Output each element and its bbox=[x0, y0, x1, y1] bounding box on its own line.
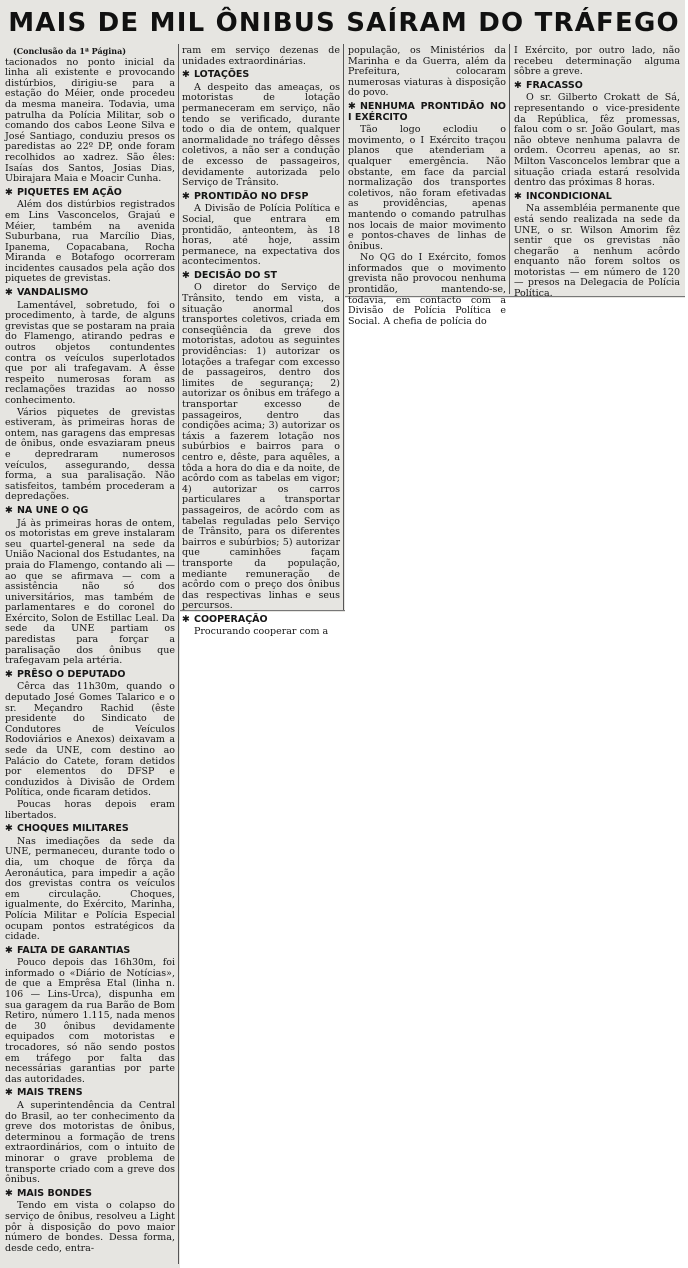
subheading: ✱ VANDALISMO bbox=[5, 287, 89, 299]
paragraph: I Exército, por outro lado, não recebeu determinação alguma sôbre a greve. bbox=[514, 45, 680, 78]
paragraph: No QG do I Exército, fomos informados que o movimento grevista não provocou nenhuma prontidão, mantendo-se, todavia, em contacto com a Divisão de Polícia Política e Social. A chefia de polícia do bbox=[348, 252, 506, 327]
column-rule bbox=[509, 44, 510, 294]
paragraph: Tendo em vista o colapso do serviço de ônibus, resolveu a Light pôr à disposição do povo maior número de bondes. Dessa forma, desde cedo, entra- bbox=[5, 1200, 175, 1254]
star-icon: ✱ bbox=[182, 190, 190, 202]
paragraph: O diretor do Serviço de Trânsito, tendo em vista, a situação anormal dos transportes coletivos, criada em conseqüência da greve dos motoristas, adotou as seguintes providências: 1) autorizar os lotações a trafegar com excesso de passageiros, dentro dos limites de segurança; 2) autorizar os ônibus em tráfego a transportar excesso de passageiros, dentro das condições acima; 3) autorizar os táxis a fazerem lotação nos subúrbios e bairros para o centro e, dêste, para aquêles, a tôda a hora do dia e da noite, de acôrdo com as tabelas em vigor; 4) autorizar os carros particulares a transportar passageiros, de acôrdo com as tabelas reguladas pelo Serviço de Trânsito, para os diferentes bairros e subúrbios; 5) autorizar que caminhões façam transporte da população, mediante remuneração de acôrdo com o preço dos ônibus das respectivas linhas e seus percursos. bbox=[182, 282, 340, 612]
paragraph: A superintendência da Central do Brasil, ao ter conhecimento da greve dos motoristas de ônibus, determinou a formação de trens extraordinários, com o intuito de minorar o grave problema de transporte criado com a greve dos ônibus. bbox=[5, 1100, 175, 1186]
star-icon: ✱ bbox=[5, 287, 13, 299]
subheading: ✱ INCONDICIONAL bbox=[514, 190, 612, 202]
subheading: ✱ MAIS BONDES bbox=[5, 1187, 92, 1199]
column-rule bbox=[178, 44, 179, 1264]
subheading: ✱ MAIS TRENS bbox=[5, 1087, 83, 1099]
star-icon: ✱ bbox=[348, 100, 356, 112]
column-3 bbox=[348, 46, 506, 328]
star-icon: ✱ bbox=[514, 190, 522, 202]
paragraph: tacionados no ponto inicial da linha ali existente e provocando distúrbios, dirigiu-se para a estação do Méier, onde procedeu da mesma maneira. Todavia, uma patrulha da Polícia Militar, sob o comando dos cabos Leone Silva e José Santiago, conduziu presos os paredistas ao 22º DP, onde foram recolhidos ao xadrez. São êles: Isaías dos Santos, Josias Dias, Ubirajara Maia e Moacir Cunha. bbox=[5, 56, 175, 185]
subheading: ✱ PRONTIDÃO NO DFSP bbox=[182, 190, 309, 202]
paragraph: Procurando cooperar com a bbox=[194, 626, 329, 638]
headline: MAIS DE MIL ÔNIBUS SAÍRAM DO TRÁFEGO bbox=[8, 8, 680, 38]
column-4 bbox=[514, 46, 680, 301]
paragraph: Lamentável, sobretudo, foi o procedimento, à tarde, de alguns grevistas que se postaram na praia do Flamengo, atirando pedras e outros objetos contundentes contra os veículos superlotados que por ali trafegavam. A êsse respeito numerosas foram as reclamações trazidas ao nosso conhecimento. bbox=[5, 299, 175, 406]
star-icon: ✱ bbox=[182, 613, 190, 625]
column-1 bbox=[5, 46, 175, 1255]
subheading: ✱ PRÊSO O DEPUTADO bbox=[5, 668, 126, 680]
star-icon: ✱ bbox=[182, 269, 190, 281]
subheading: ✱ NA UNE O QG bbox=[5, 504, 89, 516]
star-icon: ✱ bbox=[5, 944, 13, 956]
paragraph: Já às primeiras horas de ontem, os motoristas em greve instalaram seu quartel-general na sede da União Nacional dos Estudantes, na praia do Flamengo, contando ali — ao que se afirmava — com a assistência não só dos universitários, mas também de parlamentares e do coronel do Exército, Solon de Estillac Leal. Da sede da UNE partiam os paredistas para forçar a paralisação dos ônibus que trafegavam pela artéria. bbox=[5, 517, 175, 667]
star-icon: ✱ bbox=[5, 504, 13, 516]
paragraph: Vários piquetes de grevistas estiveram, às primeiras horas de ontem, nas garagens das empresas de ônibus, onde esvaziaram pneus e depredraram numerosos veículos, assegurando, dessa forma, a sua paralisação. Não satisfeitos, também procederam a depredações. bbox=[5, 406, 175, 503]
subheading: ✱ DECISÃO DO ST bbox=[182, 269, 278, 281]
paragraph: Cêrca das 11h30m, quando o deputado José Gomes Talarico e o sr. Meçandro Rachid (êste presidente do Sindicato de Condutores de Veículos Rodoviários e Anexos) deixavam a sede da UNE, com destino ao Palácio do Catete, foram detidos por elementos do DFSP e conduzidos à Divisão de Ordem Política, onde ficaram detidos. bbox=[5, 681, 175, 799]
star-icon: ✱ bbox=[5, 668, 13, 680]
paragraph: ram em serviço dezenas de unidades extraordinárias. bbox=[182, 45, 340, 67]
star-icon: ✱ bbox=[5, 1187, 13, 1199]
subheading: ✱ PIQUETES EM AÇÃO bbox=[5, 186, 122, 198]
continuation-note: (Conclusão da 1ª Página) bbox=[13, 46, 127, 56]
paragraph: Poucas horas depois eram libertados. bbox=[5, 798, 175, 821]
paragraph: Na assembléia permanente que está sendo realizada na sede da UNE, o sr. Wilson Amorim fêz sentir que os grevistas não chegarão a nenhum acôrdo enquanto não forem soltos os motoristas — em número de 120 — presos na Delegacia de Polícia Política. bbox=[514, 203, 680, 300]
subheading: ✱ LOTAÇÕES bbox=[182, 69, 250, 81]
paragraph: população, os Ministérios da Marinha e da Guerra, além da Prefeitura, colocaram numerosas viaturas à disposição do povo. bbox=[348, 45, 506, 99]
paragraph: Nas imediações da sede da UNE, permaneceu, durante todo o dia, um choque de fôrça da Aeronáutica, para impedir a ação dos grevistas contra os veículos em circulação. Choques, igualmente, do Exército, Marinha, Polícia Militar e Polícia Especial ocupam pontos estratégicos da cidade. bbox=[5, 835, 175, 943]
subheading: ✱ NENHUMA PRONTIDÃO NO I EXÉRCITO bbox=[348, 100, 506, 123]
subheading: ✱ CHOQUES MILITARES bbox=[5, 823, 129, 835]
star-icon: ✱ bbox=[5, 1087, 13, 1099]
paragraph: A despeito das ameaças, os motoristas de lotação permaneceram em serviço, não tendo se verificado, durante todo o dia de ontem, qualquer anormalidade no tráfego dêsses coletivos, a não ser a condução de excesso de passageiros, devidamente autorizada pelo Serviço de Trânsito. bbox=[182, 81, 340, 189]
column-2 bbox=[182, 46, 340, 639]
star-icon: ✱ bbox=[5, 186, 13, 198]
paragraph: Além dos distúrbios registrados em Lins Vasconcelos, Grajaú e Méier, também na avenida Suburbana, rua Marcílio Dias, Ipanema, Copacabana, Rocha Miranda e Botafogo ocorreram incidentes causados pela ação dos piquetes de grevistas. bbox=[5, 199, 175, 285]
star-icon: ✱ bbox=[514, 79, 522, 91]
subheading: ✱ FRACASSO bbox=[514, 79, 583, 91]
star-icon: ✱ bbox=[182, 69, 190, 81]
subheading: ✱ FALTA DE GARANTIAS bbox=[5, 944, 131, 956]
paragraph: O sr. Gilberto Crokatt de Sá, representando o vice-presidente da República, fêz promessas, falou com o sr. João Goulart, mas não obteve nenhuma palavra de ordem. Ocorreu apenas, ao sr. Milton Vasconcelos lembrar que a situação criada estará resolvida dentro das próximas 8 horas. bbox=[514, 92, 680, 189]
paragraph: Pouco depois das 16h30m, foi informado o «Diário de Notícias», de que a Emprêsa Etal (linha n. 106 — Lins-Urca), dispunha em sua garagem da rua Barão de Bom Retiro, número 1.115, nada menos de 30 ônibus devidamente equipados com motoristas e trocadores, só não sendo postos em tráfego por falta das necessárias garantias por parte das autoridades. bbox=[5, 957, 175, 1085]
subheading: ✱ COOPERAÇÃO bbox=[182, 613, 268, 625]
paragraph: Tão logo eclodiu o movimento, o I Exército traçou planos que atenderiam a qualquer emergência. Não obstante, em face da parcial normalização dos transportes coletivos, não foram efetivadas as providências, apenas mantendo o comando patrulhas nos locais de maior movimento e pontos-chaves de linhas de ônibus. bbox=[348, 124, 506, 252]
column-rule bbox=[343, 44, 344, 610]
paragraph: A Divisão de Polícia Política e Social, que entrara em prontidão, anteontem, às 18 horas, até hoje, assim permanece, na expectativa dos acontecimentos. bbox=[182, 203, 340, 268]
star-icon: ✱ bbox=[5, 823, 13, 835]
